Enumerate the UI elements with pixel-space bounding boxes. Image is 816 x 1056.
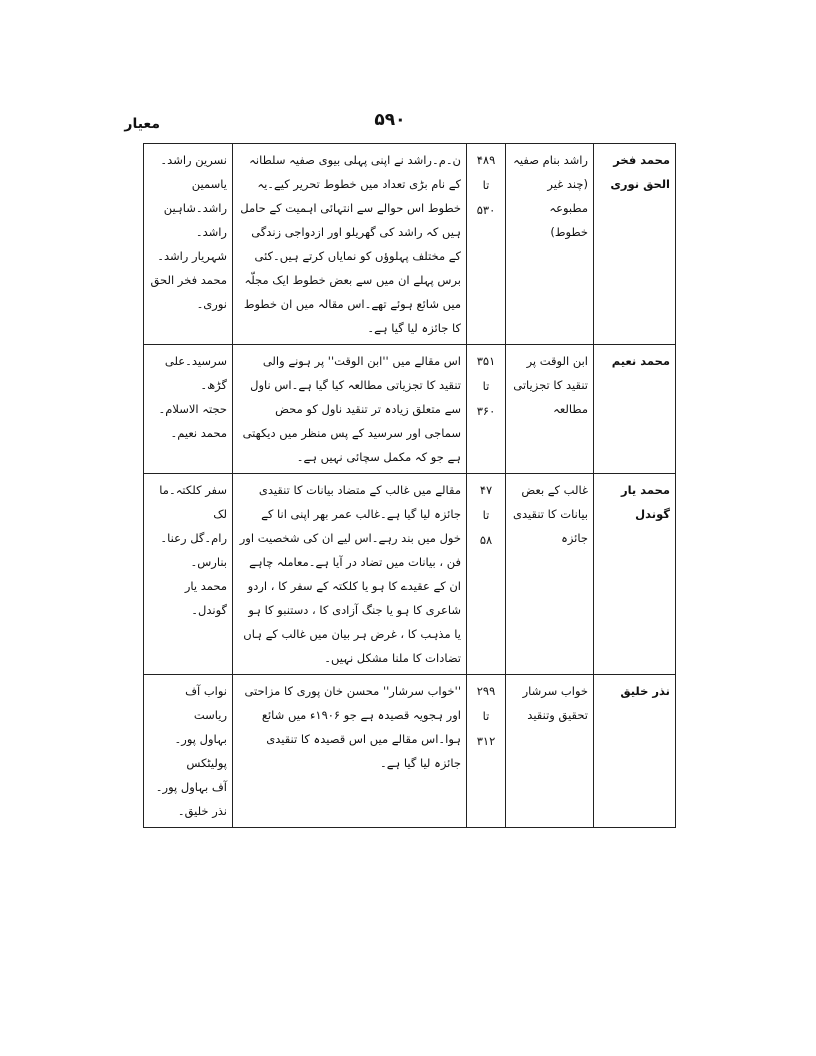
page-end: ۵۳۰ <box>476 203 496 217</box>
page-to: تا <box>482 178 490 192</box>
page-start: ۴۸۹ <box>476 153 496 167</box>
keyword: نذر خلیق۔ <box>177 804 227 818</box>
pages-cell <box>467 474 506 675</box>
page-start: ۳۵۱ <box>476 354 496 368</box>
keyword: سرسید۔علی گڑھ۔ <box>164 354 227 392</box>
table-row <box>144 474 676 675</box>
table-row <box>144 675 676 828</box>
pages-cell <box>467 144 506 345</box>
page-end: ۳۶۰ <box>476 404 496 418</box>
keyword: شہریار راشد۔ <box>157 249 227 263</box>
author-cell: نذر خلیق <box>594 675 676 828</box>
page-start: ۴۷ <box>479 483 493 497</box>
keyword: نواب آف ریاست <box>185 684 227 722</box>
keywords-cell <box>144 675 233 828</box>
keyword: سفر کلکتہ۔ما لک <box>159 483 227 521</box>
keyword: راشد۔شاہین راشد۔ <box>163 201 227 239</box>
pages-cell <box>467 345 506 474</box>
page-start: ۲۹۹ <box>476 684 496 698</box>
title-cell: راشد بنام صفیہ (چند غیر مطبوعہ خطوط) <box>506 144 594 345</box>
pages-cell <box>467 675 506 828</box>
summary-cell: ن۔م۔راشد نے اپنی پہلی بیوی صفیہ سلطانہ کے نام بڑی تعداد میں خطوط تحریر کیے۔یہ خطوط اس حوالے سے انتہائی اہمیت کے حامل ہیں کہ راشد کی گھریلو اور ازدواجی زندگی کے مختلف پہلوؤں کو نمایاں کرتے ہیں۔کئی برس پہلے ان میں سے بعض خطوط ایک مجلّہ میں شائع ہوئے تھے۔اس مقالہ میں ان خطوط کا جائزہ لیا گیا ہے۔ <box>233 144 467 345</box>
keyword: محمد یار گوندل۔ <box>184 579 227 617</box>
summary-cell: اس مقالے میں ''ابن الوقت'' پر ہونے والی تنقید کا تجزیاتی مطالعہ کیا گیا ہے۔اس ناول سے متعلق زیادہ تر تنقید ناول کو محض سماجی اور سرسید کے پس منظر میں دیکھتی ہے جو کہ مکمل سچائی نہیں ہے۔ <box>233 345 467 474</box>
keyword: حجتہ الاسلام۔ <box>158 402 227 416</box>
table-row <box>144 144 676 345</box>
author-cell: محمد فخر الحق نوری <box>594 144 676 345</box>
article-index-table <box>143 143 676 828</box>
keywords-cell <box>144 144 233 345</box>
title-cell: ابن الوقت پر تنقید کا تجزیاتی مطالعہ <box>506 345 594 474</box>
keywords-cell <box>144 345 233 474</box>
keyword: نسرین راشد۔یاسمین <box>160 153 227 191</box>
title-cell: خواب سرشار تحقیق وتنقید <box>506 675 594 828</box>
page-number: ۵۹۰ <box>374 110 406 130</box>
keyword: محمد نعیم۔ <box>170 426 227 440</box>
summary-cell: مقالے میں غالب کے متضاد بیانات کا تنقیدی جائزہ لیا گیا ہے۔غالب عمر بھر اپنی انا کے خول میں بند رہے۔اس لیے ان کی شخصیت اور فن ، بیانات میں تضاد در آیا ہے۔معاملہ چاہے ان کے عقیدے کا ہو یا کلکتہ کے سفر کا ، اردو شاعری کا ہو یا جنگ آزادی کا ، دستنبو کا ہو یا مذہب کا ، غرض ہر بیان میں غالب کے ہاں تضادات کا ملنا مشکل نہیں۔ <box>233 474 467 675</box>
keywords-cell <box>144 474 233 675</box>
table-row <box>144 345 676 474</box>
journal-name: معیار <box>124 116 160 132</box>
keyword: بنارس۔ <box>190 555 227 569</box>
author-cell: محمد یار گوندل <box>594 474 676 675</box>
summary-cell: ''خواب سرشار'' محسن خان پوری کا مزاحتی اور ہجویہ قصیدہ ہے جو ۱۹۰۶ء میں شائع ہوا۔اس مقالے میں اس قصیدہ کا تنقیدی جائزہ لیا گیا ہے۔ <box>233 675 467 828</box>
page-end: ۵۸ <box>479 533 493 547</box>
page-to: تا <box>482 508 490 522</box>
page-to: تا <box>482 709 490 723</box>
page-end: ۳۱۲ <box>476 734 496 748</box>
keyword: رام۔گل رعنا۔ <box>160 531 227 545</box>
author-cell: محمد نعیم <box>594 345 676 474</box>
title-cell: غالب کے بعض بیانات کا تنقیدی جائزہ <box>506 474 594 675</box>
keyword: محمد فخر الحق نوری۔ <box>150 273 227 311</box>
keyword: آف بہاول پور۔ <box>155 780 227 794</box>
keyword: بہاول پور۔پولیٹکس <box>174 732 227 770</box>
page-to: تا <box>482 379 490 393</box>
